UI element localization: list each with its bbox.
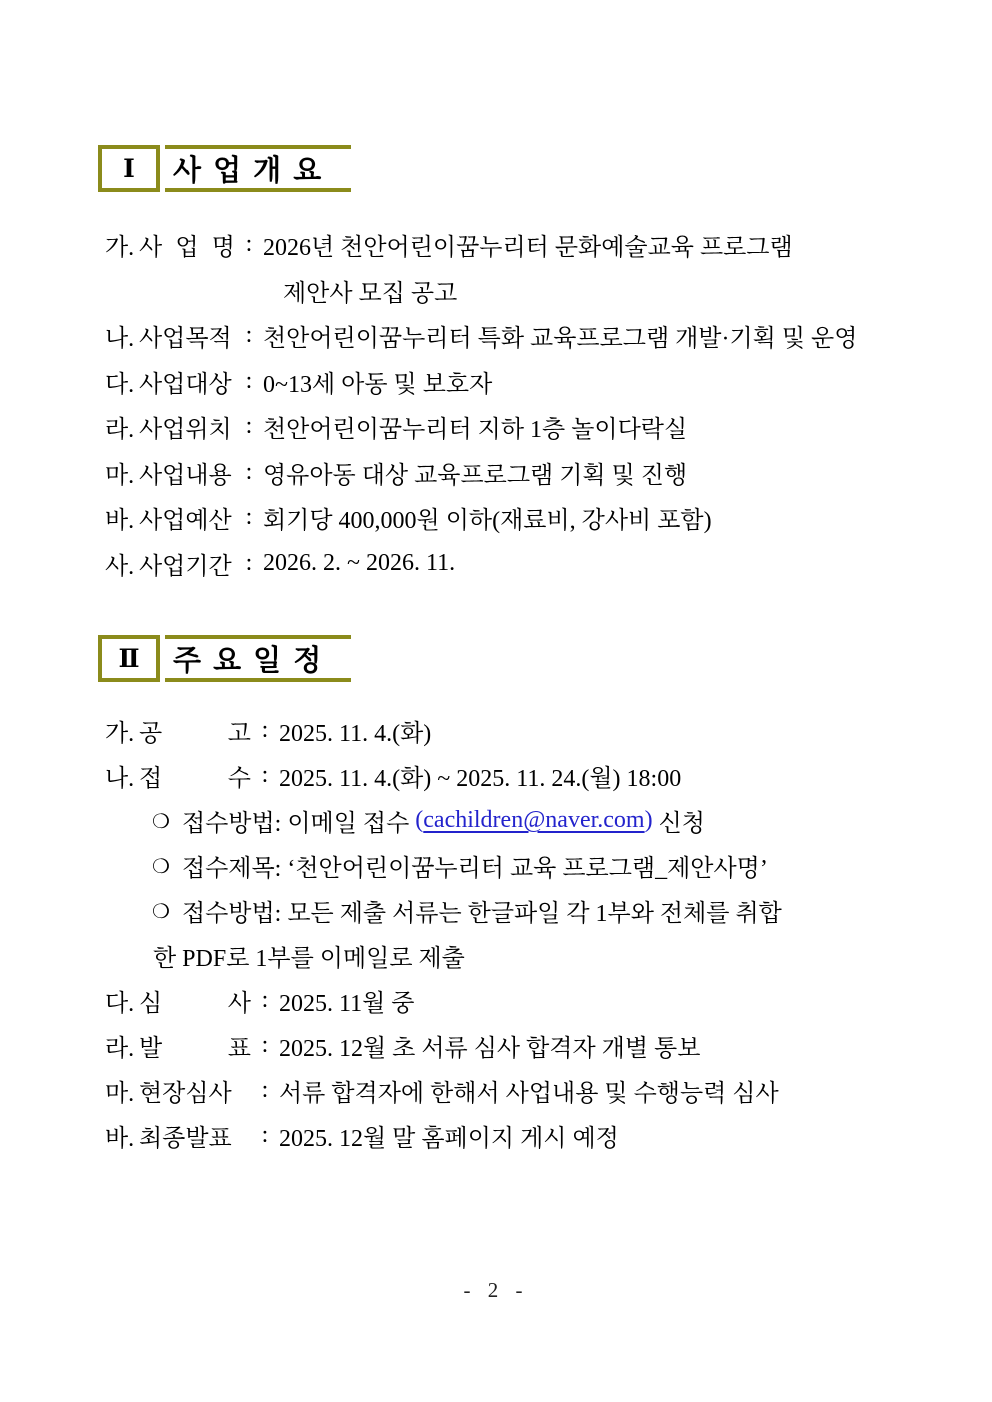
list-item-budget <box>105 495 952 541</box>
item-key: 심 사 <box>139 991 251 1017</box>
item-value: 2025. 11. 4.(화) ~ 2025. 11. 24.(월) 18:00 <box>279 766 682 792</box>
item-colon: : <box>245 231 253 258</box>
bullet-item-apply-method-files <box>105 888 952 933</box>
item-marker: 바. <box>105 508 135 535</box>
item-value: 2025. 11월 중 <box>279 991 415 1017</box>
section2-numeral-box <box>98 635 160 682</box>
item-value: 영유아동 대상 교육프로그램 기획 및 진행 <box>263 462 688 489</box>
list-item-project-name-continued <box>105 268 952 314</box>
bullet-text: 접수방법: 이메일 접수 <box>181 811 416 837</box>
item-value: 천안어린이꿈누리터 특화 교육프로그램 개발·기획 및 운영 <box>263 326 858 353</box>
email-link[interactable]: cachildren@naver.com <box>423 807 645 833</box>
bullet-text-continuation: 한 PDF로 1부를 이메일로 제출 <box>153 946 465 972</box>
item-marker: 나. <box>105 326 135 353</box>
item-key: 사업예산 <box>139 508 232 535</box>
item-colon: : <box>261 762 269 788</box>
section2-body <box>105 708 952 1158</box>
section2-title-bar <box>165 635 351 682</box>
item-key: 사 업 명 <box>139 235 235 262</box>
section1-header <box>98 145 351 192</box>
item-value: 0~13세 아동 및 보호자 <box>263 371 493 398</box>
item-key: 사업목적 <box>139 326 232 353</box>
list-item-target <box>105 359 952 405</box>
item-key: 최종발표 <box>139 1126 232 1152</box>
section1-body <box>105 222 952 586</box>
item-key: 사업내용 <box>139 462 232 489</box>
section1-title-bar <box>165 145 351 192</box>
item-colon: : <box>245 549 253 576</box>
list-item-period <box>105 541 952 587</box>
item-marker: 라. <box>105 417 135 444</box>
section1-title: 사 업 개 요 <box>173 155 324 187</box>
section2-numeral: Ⅱ <box>118 645 140 673</box>
bullet-item-apply-method-email <box>105 798 952 843</box>
circle-bullet-icon: ❍ <box>152 900 170 923</box>
bullet-text: 접수방법: 모든 제출 서류는 한글파일 각 1부와 전체를 취합 <box>181 901 782 927</box>
list-item-location <box>105 404 952 450</box>
item-marker: 바. <box>105 1126 135 1152</box>
item-marker: 가. <box>105 721 135 747</box>
item-colon: : <box>245 322 253 349</box>
section1-numeral: Ⅰ <box>123 155 135 183</box>
list-item-purpose <box>105 313 952 359</box>
section2-title: 주 요 일 정 <box>173 645 324 677</box>
page-number: - 2 - <box>463 1278 529 1302</box>
list-item-announcement <box>105 708 952 753</box>
section1-numeral-box <box>98 145 160 192</box>
item-key: 발 표 <box>139 1036 251 1062</box>
item-value-continuation: 제안사 모집 공고 <box>283 280 458 307</box>
item-key: 공 고 <box>139 721 251 747</box>
list-item-final-announcement <box>105 1113 952 1158</box>
item-value: 2025. 12월 초 서류 심사 합격자 개별 통보 <box>279 1036 701 1062</box>
item-colon: : <box>261 717 269 743</box>
item-colon: : <box>261 987 269 1013</box>
item-colon: : <box>245 458 253 485</box>
item-value: 2026. 2. ~ 2026. 11. <box>263 549 456 576</box>
item-value: 회기당 400,000원 이하(재료비, 강사비 포함) <box>263 508 712 535</box>
item-value: 2025. 12월 말 홈페이지 게시 예정 <box>279 1126 619 1152</box>
item-key: 사업대상 <box>139 371 232 398</box>
bullet-item-apply-method-files-continued <box>105 933 952 978</box>
item-value: 2025. 11. 4.(화) <box>279 721 432 747</box>
item-value: 2026년 천안어린이꿈누리터 문화예술교육 프로그램 <box>263 235 793 262</box>
list-item-result <box>105 1023 952 1068</box>
item-marker: 나. <box>105 766 135 792</box>
item-key: 사업위치 <box>139 417 232 444</box>
item-colon: : <box>261 1122 269 1148</box>
item-colon: : <box>245 504 253 531</box>
item-colon: : <box>245 367 253 394</box>
item-marker: 마. <box>105 462 135 489</box>
bullet-text: 접수제목: ‘천안어린이꿈누리터 교육 프로그램_제안사명’ <box>181 856 768 882</box>
item-key: 접 수 <box>139 766 251 792</box>
item-marker: 마. <box>105 1081 135 1107</box>
item-key: 현장심사 <box>139 1081 232 1107</box>
list-item-site-screening <box>105 1068 952 1113</box>
item-marker: 사. <box>105 553 135 580</box>
item-key: 사업기간 <box>139 553 232 580</box>
item-value: 천안어린이꿈누리터 지하 1층 놀이다락실 <box>263 417 688 444</box>
item-marker: 다. <box>105 371 135 398</box>
list-item-application <box>105 753 952 798</box>
circle-bullet-icon: ❍ <box>152 810 170 833</box>
item-value: 서류 합격자에 한해서 사업내용 및 수행능력 심사 <box>279 1081 779 1107</box>
list-item-screening <box>105 978 952 1023</box>
circle-bullet-icon: ❍ <box>152 855 170 878</box>
item-colon: : <box>245 413 253 440</box>
list-item-project-name <box>105 222 952 268</box>
open-paren: ( <box>415 807 424 833</box>
item-marker: 다. <box>105 991 135 1017</box>
section2-header <box>98 635 351 682</box>
bullet-text-suffix: 신청 <box>652 811 705 837</box>
close-paren: ) <box>644 807 653 833</box>
list-item-content <box>105 450 952 496</box>
item-colon: : <box>261 1032 269 1058</box>
item-marker: 가. <box>105 235 135 262</box>
item-colon: : <box>261 1077 269 1103</box>
item-marker: 라. <box>105 1036 135 1062</box>
bullet-item-apply-subject <box>105 843 952 888</box>
